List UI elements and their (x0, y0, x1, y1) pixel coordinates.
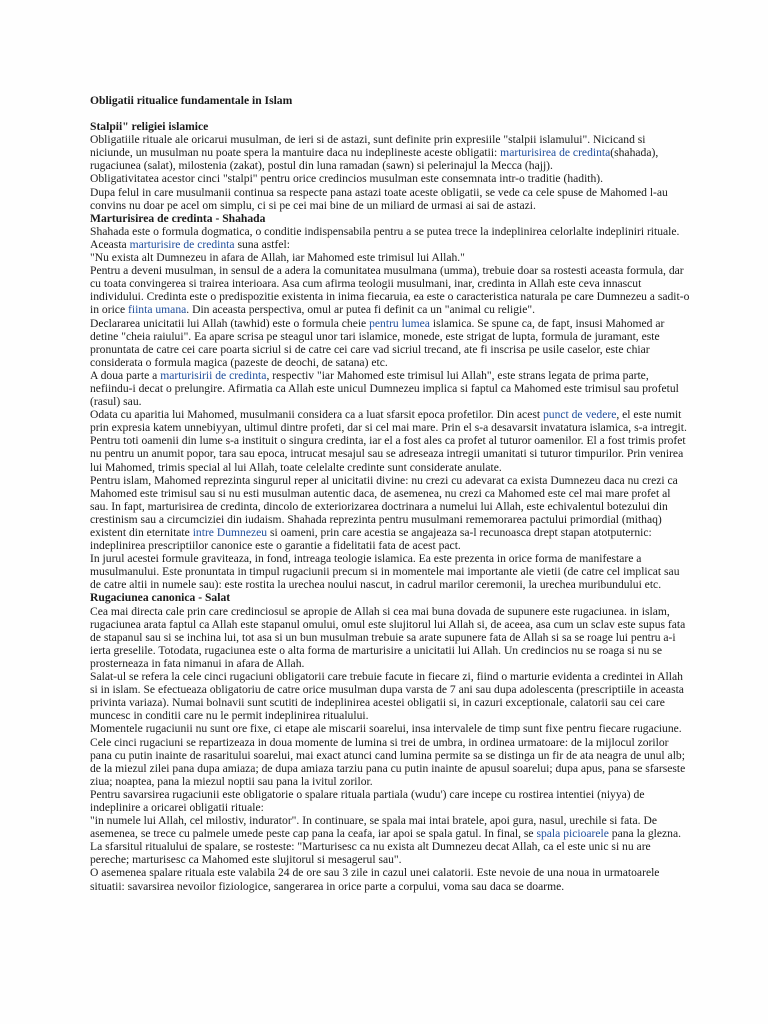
document-title: Obligatii ritualice fundamentale in Islam (90, 94, 293, 107)
link-marturisirea-de-credinta[interactable]: marturisirea de credinta (500, 146, 611, 160)
paragraph: Obligativitatea acestor cinci "stalpi" pentru orice credincios musulman este consemnata intr-o traditie (hadith). (90, 172, 604, 186)
text: Obligatiile rituale ale oricarui musulman, de ieri si de astazi, sunt definite prin expresiile "stalpii islamului". Nicicand si niciunde, un musulman nu poate spera la mantuire daca nu indeplineste aceste obligatii: (90, 133, 646, 160)
text: A doua parte a (90, 368, 161, 382)
text: suna astfel: (234, 237, 290, 251)
link-spala-picioarele[interactable]: spala picioarele (536, 827, 609, 841)
paragraph (90, 474, 690, 553)
text: Shahada este o formula dogmatica, o conditie indispensabila pentru a se putea trece la indeplinirea celorlalte indepliniri rituale. Aceasta (90, 224, 680, 251)
paragraph: "Nu exista alt Dumnezeu in afara de Allah, iar Mahomed este trimisul lui Allah." (90, 251, 465, 265)
text: si oameni, prin care acestia se angajeaza sa-l recunoasca drept stapan atotputernic: indeplinirea prescriptiilor canonice este o garantie a fidelitatii fata de acest pact. (90, 526, 652, 553)
text: "in numele lui Allah, cel milostiv, indurator". In continuare, se spala mai intai bratele, apoi gura, nasul, urechile si fata. De asemenea, se trece cu palmele umede peste cap pana la ceafa, iar apoi se spala gatul. In final, se (90, 814, 657, 841)
section-heading-salat: Rugaciunea canonica - Salat (90, 591, 231, 605)
text: (shahada), rugaciunea (salat), milostenia (zakat), postul din luna ramadan (sawn) si pelerinajul la Mecca (hajj). (90, 146, 659, 173)
link-marturisire-de-credinta[interactable]: marturisire de credinta (129, 237, 235, 251)
link-marturisirii-de-credinta[interactable]: marturisirii de credinta (160, 368, 267, 382)
text: . Din aceasta perspectiva, omul ar putea fi definit ca un "animal cu religie". (186, 303, 536, 317)
paragraph (90, 225, 690, 251)
link-intre-dumnezeu[interactable]: intre Dumnezeu (192, 526, 268, 539)
paragraph: La sfarsitul ritualului de spalare, se rosteste: "Marturisesc ca nu exista alt Dumnezeu decat Allah, ca el este unic si nu are pereche; marturisesc ca Mahomed este slujitorul si mesagerul sau". (90, 840, 651, 867)
paragraph (90, 408, 690, 473)
link-pentru-lumea[interactable]: pentru lumea (369, 316, 430, 330)
document-page (90, 94, 690, 893)
text: islamica. Se spune ca, de fapt, insusi Mahomed ar detine "cheia raiului". Ea apare scrisa pe steagul unor tari islamice, monede, este strigat de lupta, formula de juramant, este pronuntata de catre cei care poarta sicriul si de catre cei care vad sicriul trecand, ate fi inscrisa pe usile caselor, este chiar considerata o formula magica (pazeste de deochi, de satana) etc. (90, 316, 665, 369)
paragraph (90, 369, 690, 408)
paragraph: O asemenea spalare rituala este valabila 24 de ore sau 3 zile in cazul unei calatorii. Este nevoie de una noua in urmatoarele situatii: savarsirea nevoilor fiziologice, sangerarea in orice parte a corpului, voma sau daca se doarme. (90, 866, 660, 893)
paragraph (90, 264, 690, 316)
paragraph (90, 317, 690, 369)
paragraph (90, 814, 690, 840)
text: Pentru a deveni musulman, in sensul de a adera la comunitatea musulmana (umma), trebuie doar sa rostesti aceasta formula, dar cu toata convingerea si trairea interioara. Asa cum afirma teologii musulmani, inar, credinta in Allah este ceva innascut individului. Credinta este o predispozitie existenta in inima fiecaruia, ea este o caracteristica naturala pe care Dumnezeu a sadit-o in orice (90, 264, 690, 317)
section-heading-pillars: Stalpii" religiei islamice (90, 120, 209, 134)
text: , el este numit prin expresia katem unnebiyyan, ultimul dintre profeti, dar si cel mai mare. Prin el s-a desavarsit invatatura islamica, s-a intregit. Pentru toti oamenii din lume s-a instituit o singura credinta, iar el a fost ales ca profet al tuturor oamenilor. El a fost trimis profet nu pentru un anumit popor, tara sau epoca, intrucat mesajul sau se adreseaza intregii umanitati si tuturor timpurilor. Prin venirea lui Mahomed, trimis special al lui Allah, toate celelalte credinte sunt considerate anulate. (90, 408, 687, 474)
paragraph: Cea mai directa cale prin care credinciosul se apropie de Allah si cea mai buna dovada de supunere este rugaciunea. in islam, rugaciunea arata faptul ca Allah este stapanul omului, omul este slujitorul lui Allah si, de aceea, asa cum un sclav este supus fata de stapanul sau si se inchina lui, tot asa si un bun musulman trebuie sa arate supunere fata de Allah si sa se roage lui pentru a-i ierta greselile. Totodata, rugaciunea este o alta forma de marturisire a unicitatii lui Allah. Un credincios nu se roaga si nu se prosterneaza in fata nimanui in afara de Allah. (90, 604, 686, 670)
text: Pentru islam, Mahomed reprezinta singurul reper al unicitatii divine: nu crezi cu adevarat ca exista Dumnezeu daca nu crezi ca Mahomed este trimisul sau si nu esti musulman autentic daca, de asemenea, nu crezi ca Mahomed este cel mai mare profet al sau. In fapt, marturisirea de credinta, dincolo de exteriorizarea doctrinara a numelui lui Allah, este echivalentul botezului din crestinism sau a circumciziei din iudaism. Shahada reprezinta pentru musulmani rememorarea pactului primordial (mithaq) existent din eternitate (90, 473, 678, 539)
text: pana la glezna. (608, 827, 681, 841)
paragraph: Dupa felul in care musulmanii continua sa respecte pana astazi toate aceste obligatii, se vede ca cele spuse de Mahomed l-au convins nu doar pe acel om simplu, ci si pe cei mai bine de un miliard de urmasi ai sai de astazi. (90, 185, 668, 212)
paragraph: In jurul acestei formule graviteaza, in fond, intreaga teologie islamica. Ea este prezenta in orice forma de manifestare a musulmanului. Este pronuntata in timpul rugaciunii precum si in momentele mai importante ale vietii (de catre cel implicat sau de catre altii in numele sau): este rostita la urechea noului nascut, in cadrul marilor ceremonii, la urechea muribundului etc. (90, 552, 680, 592)
paragraph: Pentru savarsirea rugaciunii este obligatorie o spalare rituala partiala (wudu') care incepe cu rostirea intentiei (niyya) de indeplinire a oricarei obligatii rituale: (90, 787, 645, 814)
text: Odata cu aparitia lui Mahomed, musulmanii considera ca a luat sfarsit epoca profetilor. Din acest (90, 408, 543, 422)
link-fiinta-umana[interactable]: fiinta umana (128, 303, 187, 317)
section-heading-shahada: Marturisirea de credinta - Shahada (90, 211, 266, 225)
link-punct-de-vedere[interactable]: punct de vedere (542, 408, 617, 422)
spacer (90, 107, 690, 120)
text: , respectiv "iar Mahomed este trimisul lui Allah", este strans legata de prima parte, nefiindu-i decat o prelungire. Afirmatia ca Allah este unicul Dumnezeu implica si faptul ca Mahomed este trimisul sau profetul (rasul) sau. (90, 368, 679, 409)
paragraph: Momentele rugaciunii nu sunt ore fixe, ci etape ale miscarii soarelui, insa intervalele de timp sunt fixe pentru fiecare rugaciune. Cele cinci rugaciuni se repartizeaza in doua momente de lumina si trei de umbra, in ordinea urmatoare: de la mijlocul zorilor pana cu putin inainte de rasaritului soarelui, mai exact atunci cand lumina permite sa se distinga un fir de ata neagra de unul alb; de la miezul zilei pana dupa amiaza; de dupa amiaza tarziu pana cu putin inainte de apusul soarelui; dupa apus, pana se sfarseste ziua; noaptea, pana la miezul noptii sau pana la ivitul zorilor. (90, 722, 686, 788)
paragraph: Salat-ul se refera la cele cinci rugaciuni obligatorii care trebuie facute in fiecare zi, fiind o marturie evidenta a credintei in Allah si in islam. Se efectueaza obligatoriu de catre orice musulman dupa varsta de 7 ani sau dupa adolescenta (prescriptiile in aceasta privinta variaza). Numai bolnavii sunt scutiti de indeplinirea acestei obligatii si, in cazuri exceptionale, calatorii sau cei care muncesc in conditii care nu le permit indeplinirea ritualului. (90, 670, 684, 723)
text: Declararea unicitatii lui Allah (tawhid) este o formula cheie (90, 316, 370, 330)
paragraph (90, 133, 690, 172)
